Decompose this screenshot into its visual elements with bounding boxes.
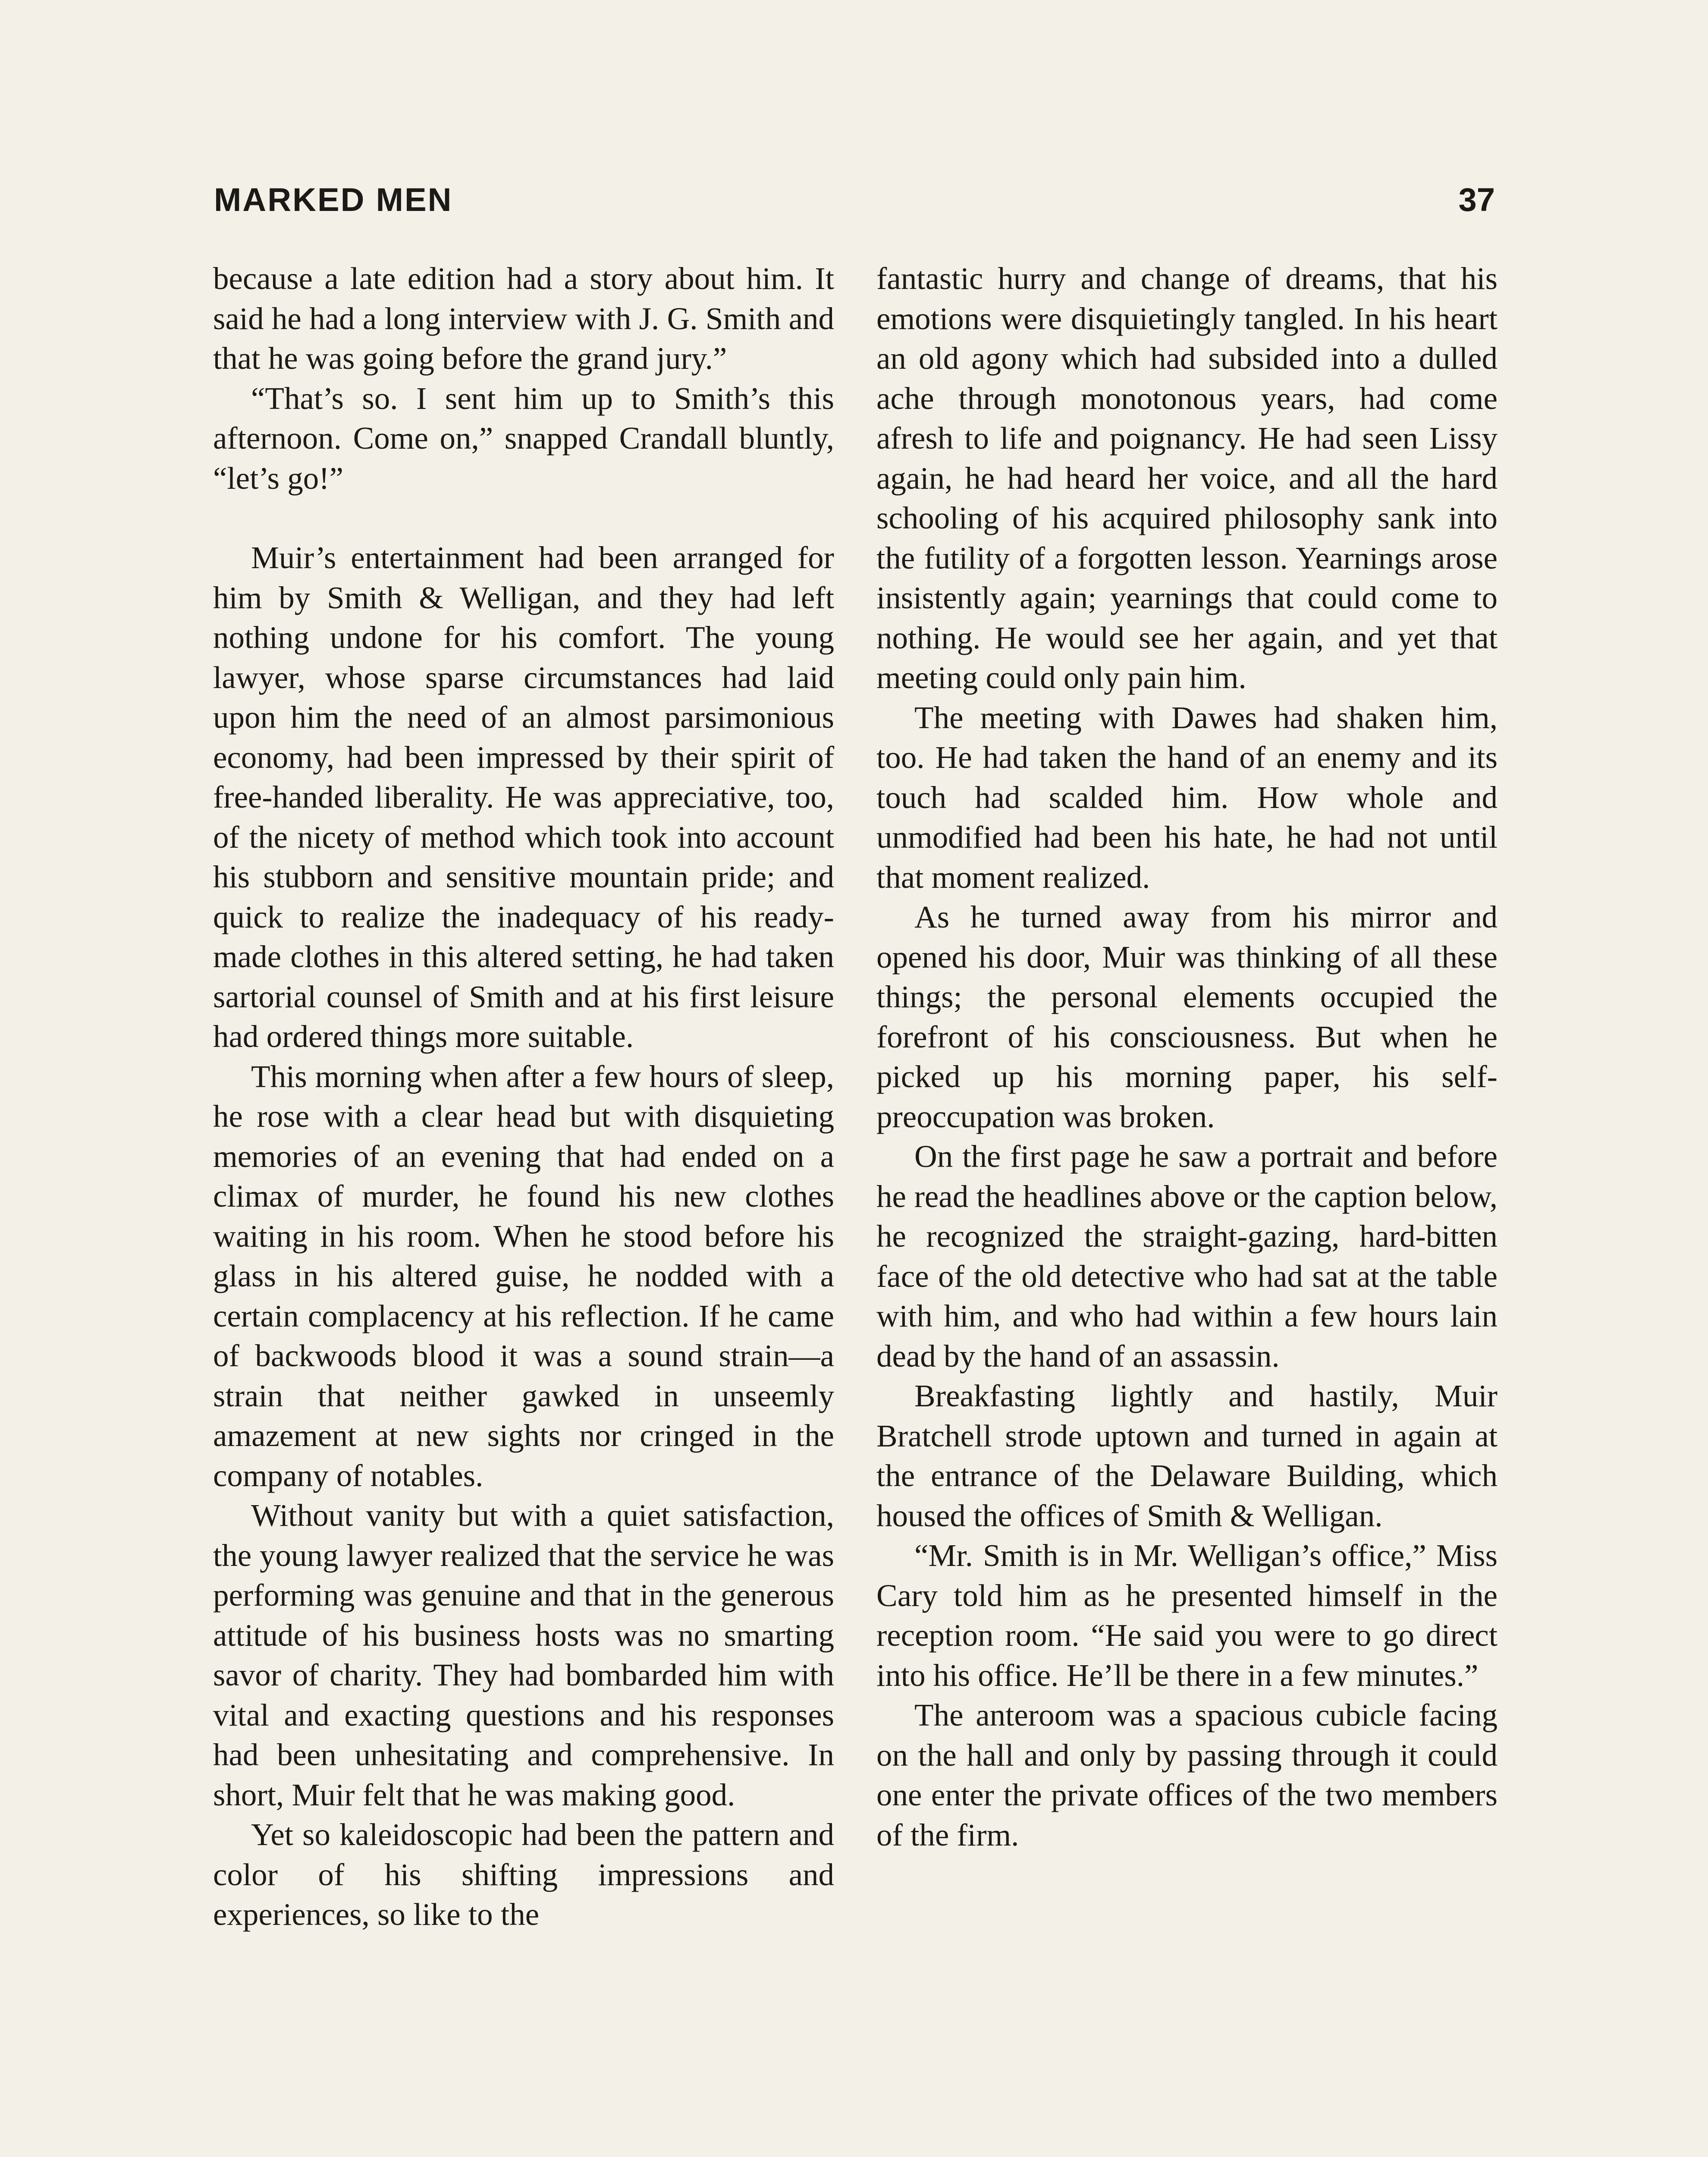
- paragraph: On the first page he saw a portrait and before he read the headlines above or the caption below, he recognized the straight-gazing, hard-bitten face of the old detective who had sat at the table with him, and who had within a few hours lain dead by the hand of an assassin.: [876, 1139, 1498, 1374]
- paragraph: Breakfasting lightly and hastily, Muir Bratchell strode uptown and turned in again at the entrance of the Delaware Building, which housed the offices of Smith & Welligan.: [876, 1378, 1498, 1533]
- paragraph: Without vanity but with a quiet satisfaction, the young lawyer realized that the service he was performing was genuine and that in the generous attitude of his business hosts was no smarting savor of charity. They had bombarded him with vital and exacting questions and his responses had been unhesitating and comprehensive. In short, Muir felt that he was making good.: [213, 1498, 834, 1812]
- paragraph: Yet so kaleidoscopic had been the pattern and color of his shifting impressions and experiences, so like to the: [213, 1817, 834, 1932]
- paragraph: because a late edition had a story about him. It said he had a long interview with J. G. Smith and that he was going before the grand jury.”: [213, 261, 834, 376]
- paragraph: The anteroom was a spacious cubicle facing on the hall and only by passing through it could one enter the private offices of the two members of the firm.: [876, 1698, 1498, 1852]
- page-header: [214, 181, 1495, 233]
- paragraph: Muir’s entertainment had been arranged for him by Smith & Welligan, and they had left nothing undone for his comfort. The young lawyer, whose sparse circumstances had laid upon him the need of an almost parsimonious economy, had been impressed by their spirit of free-handed liberality. He was appreciative, too, of the nicety of method which took into account his stubborn and sensitive mountain pride; and quick to realize the inadequacy of his ready-made clothes in this altered setting, he had taken sartorial counsel of Smith and at his first leisure had ordered things more suitable.: [213, 540, 834, 1054]
- right-column: [876, 259, 1498, 1855]
- paragraph: As he turned away from his mirror and opened his door, Muir was thinking of all these things; the personal elements occupied the forefront of his consciousness. But when he picked up his morning paper, his self-preoccupation was broken.: [876, 899, 1498, 1134]
- paragraph: This morning when after a few hours of sleep, he rose with a clear head but with disquieting memories of an evening that had ended on a climax of murder, he found his new clothes waiting in his room. When he stood before his glass in his altered guise, he nodded with a certain complacency at his reflection. If he came of backwoods blood it was a sound strain—a strain that neither gawked in unseemly amazement at new sights nor cringed in the company of notables.: [213, 1059, 834, 1493]
- running-title: MARKED MEN: [214, 182, 453, 218]
- paragraph: fantastic hurry and change of dreams, that his emotions were disquietingly tangled. In his heart an old agony which had subsided into a dulled ache through monotonous years, had come afresh to life and poignancy. He had seen Lissy again, he had heard her voice, and all the hard schooling of his acquired philosophy sank into the futility of a forgotten lesson. Yearnings arose insistently again; yearnings that could come to nothing. He would see her again, and yet that meeting could only pain him.: [876, 261, 1498, 695]
- paragraph: “Mr. Smith is in Mr. Welligan’s office,” Miss Cary told him as he presented himself in the reception room. “He said you were to go direct into his office. He’ll be there in a few minutes.”: [876, 1538, 1498, 1693]
- left-column: [213, 259, 834, 1935]
- paragraph: “That’s so. I sent him up to Smith’s this afternoon. Come on,” snapped Crandall bluntly, “let’s go!”: [213, 380, 834, 496]
- paragraph: The meeting with Dawes had shaken him, too. He had taken the hand of an enemy and its touch had scalded him. How whole and unmodified had been his hate, he had not until that moment realized.: [876, 700, 1498, 895]
- page-number: 37: [1458, 182, 1495, 218]
